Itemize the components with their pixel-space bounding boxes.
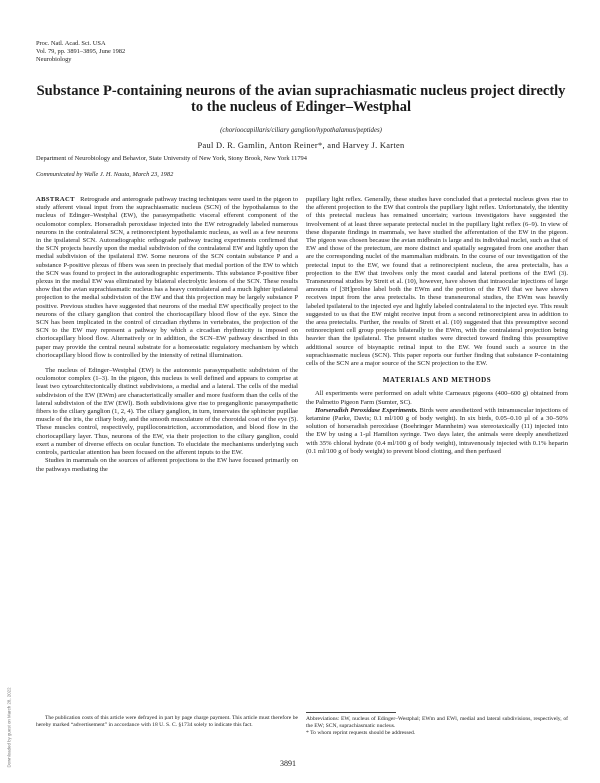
author-list: Paul D. R. Gamlin, Anton Reiner*, and Harvey J. Karten (197, 141, 405, 150)
paper-title: Substance P-containing neurons of the avian suprachiasmatic nucleus project directly to the nucleus of Edinger–Westphal (36, 83, 566, 115)
abbreviations: Abbreviations: EW, nucleus of Edinger–Westphal; EWm and EWl, medial and lateral subdivisions, respectively, of the EW; SCN, suprachiasmatic nucleus. (306, 716, 568, 729)
communicated-line: Communicated by Walle J. H. Nauta, March 23, 1982 (36, 171, 174, 178)
methods-heading: MATERIALS AND METHODS (382, 376, 492, 385)
intro-paragraph-1: The nucleus of Edinger–Westphal (EW) is the autonomic parasympathetic subdivision of the oculomotor complex (1–3). In the pigeon, this nucleus is well defined and appears to comprise at least two cytoarchitectonically distinct subdivisions, a medial and a lateral. The cells of the medial subdivision of the EW (EWm) are characteristically smaller and more fusiform than the cells of the lateral subdivision of the EW (EWl). Both subdivisions give rise to preganglionic parasympathetic fibers to the ciliary ganglion (1, 2, 4). The ciliary ganglion, in turn, innervates the sphincter pupillae muscle of the iris, the ciliary body, and the smooth musculature of the choroidal coat of the eye (5). These muscles control, respectively, pupilloconstriction, accommodation, and blood flow in the choriocapillary layer. Thus, neurons of the EW, via their projection to the ciliary ganglion, could exert a number of diverse effects on ocular function. To elucidate the mechanisms underlying such controls, particular attention has been focused on the afferent inputs to the EW. (36, 367, 298, 457)
affiliation: Department of Neurobiology and Behavior, State University of New York, Stony Brook, New York 11794 (36, 155, 307, 162)
footnote-rule (306, 712, 396, 713)
hrp-paragraph (306, 407, 568, 456)
journal-header (36, 40, 125, 64)
footnote-text: The publication costs of this article were defrayed in part by page charge payment. This article must therefore be hereby marked “advertisement” in accordance with 18 U. S. C. §1734 solely to indicate this fact. (36, 715, 298, 728)
hrp-text: Birds were anesthetized with intramuscular injections of ketamine (Parke, Davis; 0.1 ml/100 g of body weight). In six birds, 0.05–0.10 µl of a 30–50% solution of horseradish peroxidase (Boehringer Mannheim) was stereotaxically (11) injected into the EW by using a 1-µl Hamilton syringe. Two days later, the animals were deeply anesthetized with 35% chloral hydrate (0.4 ml/100 g of body weight), intravenously injected with 0.1% heparin (0.1 ml/100 g of body weight) to prevent blood clotting, and then perfused (306, 406, 568, 455)
publication-cost-footnote (36, 715, 298, 729)
methods-intro: All experiments were performed on adult white Carneaux pigeons (400–600 g) obtained from the Palmetto Pigeon Farm (Sumter, SC). (306, 390, 568, 406)
download-watermark (4, 600, 12, 780)
watermark-text: Downloaded by guest on March 28, 2022 (6, 687, 12, 768)
keywords: (chorioocapillaris/ciliary ganglion/hypothalamus/peptides) (220, 127, 382, 134)
volume-info: Vol. 79, pp. 3891–3895, June 1982 (36, 48, 126, 55)
reprint-footnote: * To whom reprint requests should be addressed. (306, 729, 416, 736)
intro-paragraph-2: Studies in mammals on the sources of afferent projections to the EW have focused primarily on the pathways mediating the (36, 457, 298, 473)
journal-name: Proc. Natl. Acad. Sci. USA (36, 40, 106, 47)
left-column (36, 196, 298, 474)
right-footnotes (306, 712, 568, 736)
abstract-text: Retrograde and anterograde pathway tracing techniques were used in the pigeon to study afferent visual input from the suprachiasmatic nucleus (SCN) of the hypothalamus to the nucleus of Edinger–Westphal (EW), the parasympathetic visceral efferent component of the oculomotor complex. Horseradish peroxidase injected into the EW retrogradely labeled numerous neurons in the contralateral SCN, a retinorecipient hypothalamic nucleus, as well as a few neurons in the ipsilateral SCN. Autoradiographic orthograde pathway tracing experiments confirmed that the SCN projects heavily upon the medial subdivision of the contralateral EW and lightly upon the medial subdivision of the ipsilateral EW. Some neurons of the SCN contain substance P and a substance P-positive plexus of fibers was seen in precisely that medial portion of the EW to which the SCN was found to project in the autoradiographic experiments. This substance P-positive fiber plexus in the medial EW was eliminated by bilateral electrolytic lesions of the SCN. These results show that the avian suprachiasmatic nucleus has a heavy contralateral and a much lighter ipsilateral projection to the medial subdivision of the EW and that this projection may be largely substance P positive. Previous studies have suggested that neurons of the medial EW specifically project to the neurons of the ciliary ganglion that control the choriocapillary blood flow of the eye. Since the SCN has been implicated in the control of circadian rhythms in vertebrates, the projection of the SCN to the EW may represent a pathway by which a circadian rhythmicity is imposed on choriocapillary blood flow. Alternatively or in addition, the SCN–EW pathway described in this paper may provide the central neural substrate for a homeostatic regulatory mechanism by which choriocapillary blood flow is controlled by the intensity of retinal illumination. (36, 196, 298, 359)
hrp-heading: Horseradish Peroxidase Experiments. (315, 406, 418, 414)
page-number: 3891 (280, 759, 296, 768)
abstract (36, 196, 298, 360)
abstract-label: ABSTRACT (36, 196, 75, 203)
body-paragraph: pupillary light reflex. Generally, these studies have concluded that a pretectal nucleus gives rise to the afferent projection to the EW that controls the pupillary light reflex. Unfortunately, the identity of this pretectal nucleus has remained uncertain; various investigators have suggested the involvement of at least three separate pretectal nuclei in the pupillary light reflex (6–9). In view of these disparate findings in mammals, we have studied the afferentation of the EW in the pigeon. The pigeon was chosen because the avian midbrain is large and its individual nuclei, such as that of EW and those of the pretectum, are more distinct and spatially segregated from one another than are the corresponding nuclei of the mammalian midbrain. In the course of our investigation of the pretectal input to the EW, we found that a retinorecipient nucleus, the area pretectalis, has a projection to the EW that involves only the most caudal and lateral portions of the EWl (3). Transneuronal studies by Streit et al. (10), however, have shown that intraocular injections of large amounts of [3H]proline label both the EWm and the portion of the EWl that we have shown receives input from the area pretectalis. In these transneuronal studies, the EWm was heavily labeled ipsilateral to the injected eye and lightly labeled contralateral to the injected eye. This result suggested to us that the EW might receive input from a second retinorecipient area in addition to the area pretectalis. Further, the results of Streit et al. (10) suggested that this presumptive second retinorecipient cell group projects bilaterally to the EWm, with the contralateral projection being heavier than the ipsilateral. The present studies were directed toward finding this presumptive additional source of bisynaptic retinal input to the EW. We found such a source in the suprachiasmatic nucleus (SCN). This paper reports our further finding that substance P-containing cells of the SCN are a major source of the SCN projection to the EW. (306, 196, 568, 368)
right-column (306, 196, 568, 456)
section-name: Neurobiology (36, 56, 72, 63)
